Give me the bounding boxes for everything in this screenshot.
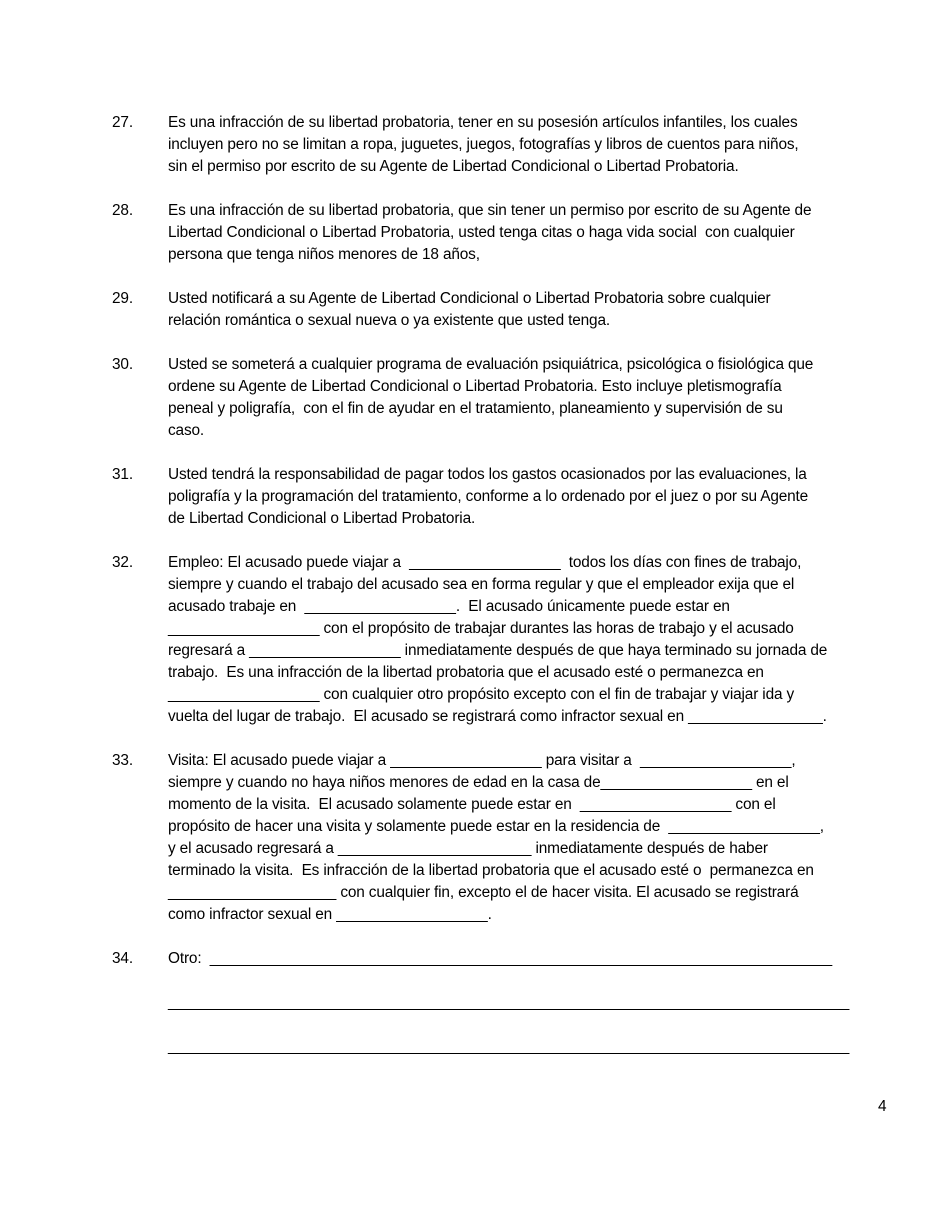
text-line: Es una infracción de su libertad probatoria, tener en su posesión artículos infantiles, los cuales	[168, 114, 798, 131]
text-line: ____________________ con cualquier fin, excepto el de hacer visita. El acusado se registrará	[168, 884, 799, 901]
condition-item-30	[112, 354, 892, 442]
text-line: momento de la visita. El acusado solamente puede estar en __________________ con el	[168, 796, 776, 813]
item-text	[168, 750, 892, 926]
item-text	[168, 354, 892, 442]
text-line: incluyen pero no se limitan a ropa, juguetes, juegos, fotografías y libros de cuentos para niños,	[168, 136, 799, 153]
condition-item-28	[112, 200, 892, 266]
item-number: 27.	[112, 114, 133, 131]
item-text	[168, 464, 892, 530]
condition-item-32-employment	[112, 552, 892, 728]
text-line: de Libertad Condicional o Libertad Probatoria.	[168, 510, 476, 527]
condition-item-29	[112, 288, 892, 332]
text-line: regresará a __________________ inmediatamente después de que haya terminado su jornada de	[168, 642, 828, 659]
text-line: Usted notificará a su Agente de Libertad Condicional o Libertad Probatoria sobre cualquier	[168, 290, 771, 307]
text-line: y el acusado regresará a _______________________ inmediatamente después de haber	[168, 840, 768, 857]
item-number: 34.	[112, 950, 133, 967]
text-line: poligrafía y la programación del tratamiento, conforme a lo ordenado por el juez o por su Agente	[168, 488, 809, 505]
condition-item-27	[112, 112, 892, 178]
text-line: ordene su Agente de Libertad Condicional o Libertad Probatoria. Esto incluye pletismografía	[168, 378, 782, 395]
text-line: __________________ con cualquier otro propósito excepto con el fin de trabajar y viajar ida y	[168, 686, 795, 703]
item-number: 29.	[112, 290, 133, 307]
text-line: Visita: El acusado puede viajar a __________________ para visitar a __________________,	[168, 752, 796, 769]
conditions-list	[112, 112, 892, 1080]
page-number: 4	[878, 1098, 887, 1115]
text-line: Libertad Condicional o Libertad Probatoria, usted tenga citas o haga vida social con cualquier	[168, 224, 795, 241]
text-line: peneal y poligrafía, con el fin de ayudar en el tratamiento, planeamiento y supervisión de su	[168, 400, 783, 417]
text-line: siempre y cuando no haya niños menores de edad en la casa de__________________ en el	[168, 774, 789, 791]
item-number: 32.	[112, 554, 133, 571]
spacer	[168, 970, 892, 992]
item-text	[168, 948, 892, 1058]
item-text	[168, 112, 892, 178]
text-line: relación romántica o sexual nueva o ya existente que usted tenga.	[168, 312, 610, 329]
text-line: trabajo. Es una infracción de la libertad probatoria que el acusado esté o permanezca en	[168, 664, 764, 681]
condition-item-34-other	[112, 948, 892, 1058]
item-number: 33.	[112, 752, 133, 769]
text-line: Es una infracción de su libertad probatoria, que sin tener un permiso por escrito de su Agente de	[168, 202, 812, 219]
other-fill-line: _________________________________________________________________________________	[168, 994, 850, 1011]
text-line: vuelta del lugar de trabajo. El acusado se registrará como infractor sexual en ________________.	[168, 708, 827, 725]
other-fill-line: _________________________________________________________________________________	[168, 1038, 850, 1055]
condition-item-31	[112, 464, 892, 530]
text-line: como infractor sexual en __________________.	[168, 906, 492, 923]
spacer	[168, 1014, 892, 1036]
text-line: persona que tenga niños menores de 18 años,	[168, 246, 480, 263]
item-text	[168, 552, 892, 728]
item-number: 28.	[112, 202, 133, 219]
text-line: Usted tendrá la responsabilidad de pagar todos los gastos ocasionados por las evaluaciones, la	[168, 466, 807, 483]
item-text	[168, 200, 892, 266]
item-number: 30.	[112, 356, 133, 373]
item-text	[168, 288, 892, 332]
text-line: propósito de hacer una visita y solamente puede estar en la residencia de __________________,	[168, 818, 824, 835]
other-fill-line: Otro: __________________________________________________________________________	[168, 950, 833, 967]
text-line: Usted se someterá a cualquier programa de evaluación psiquiátrica, psicológica o fisiológica que	[168, 356, 814, 373]
text-line: caso.	[168, 422, 205, 439]
text-line: __________________ con el propósito de trabajar durantes las horas de trabajo y el acusado	[168, 620, 794, 637]
text-line: acusado trabaje en __________________. El acusado únicamente puede estar en	[168, 598, 730, 615]
condition-item-33-visit	[112, 750, 892, 926]
text-line: siempre y cuando el trabajo del acusado sea en forma regular y que el empleador exija que el	[168, 576, 795, 593]
text-line: Empleo: El acusado puede viajar a __________________ todos los días con fines de trabajo,	[168, 554, 802, 571]
item-number: 31.	[112, 466, 133, 483]
text-line: sin el permiso por escrito de su Agente de Libertad Condicional o Libertad Probatoria.	[168, 158, 739, 175]
text-line: terminado la visita. Es infracción de la libertad probatoria que el acusado esté o permanezca en	[168, 862, 814, 879]
